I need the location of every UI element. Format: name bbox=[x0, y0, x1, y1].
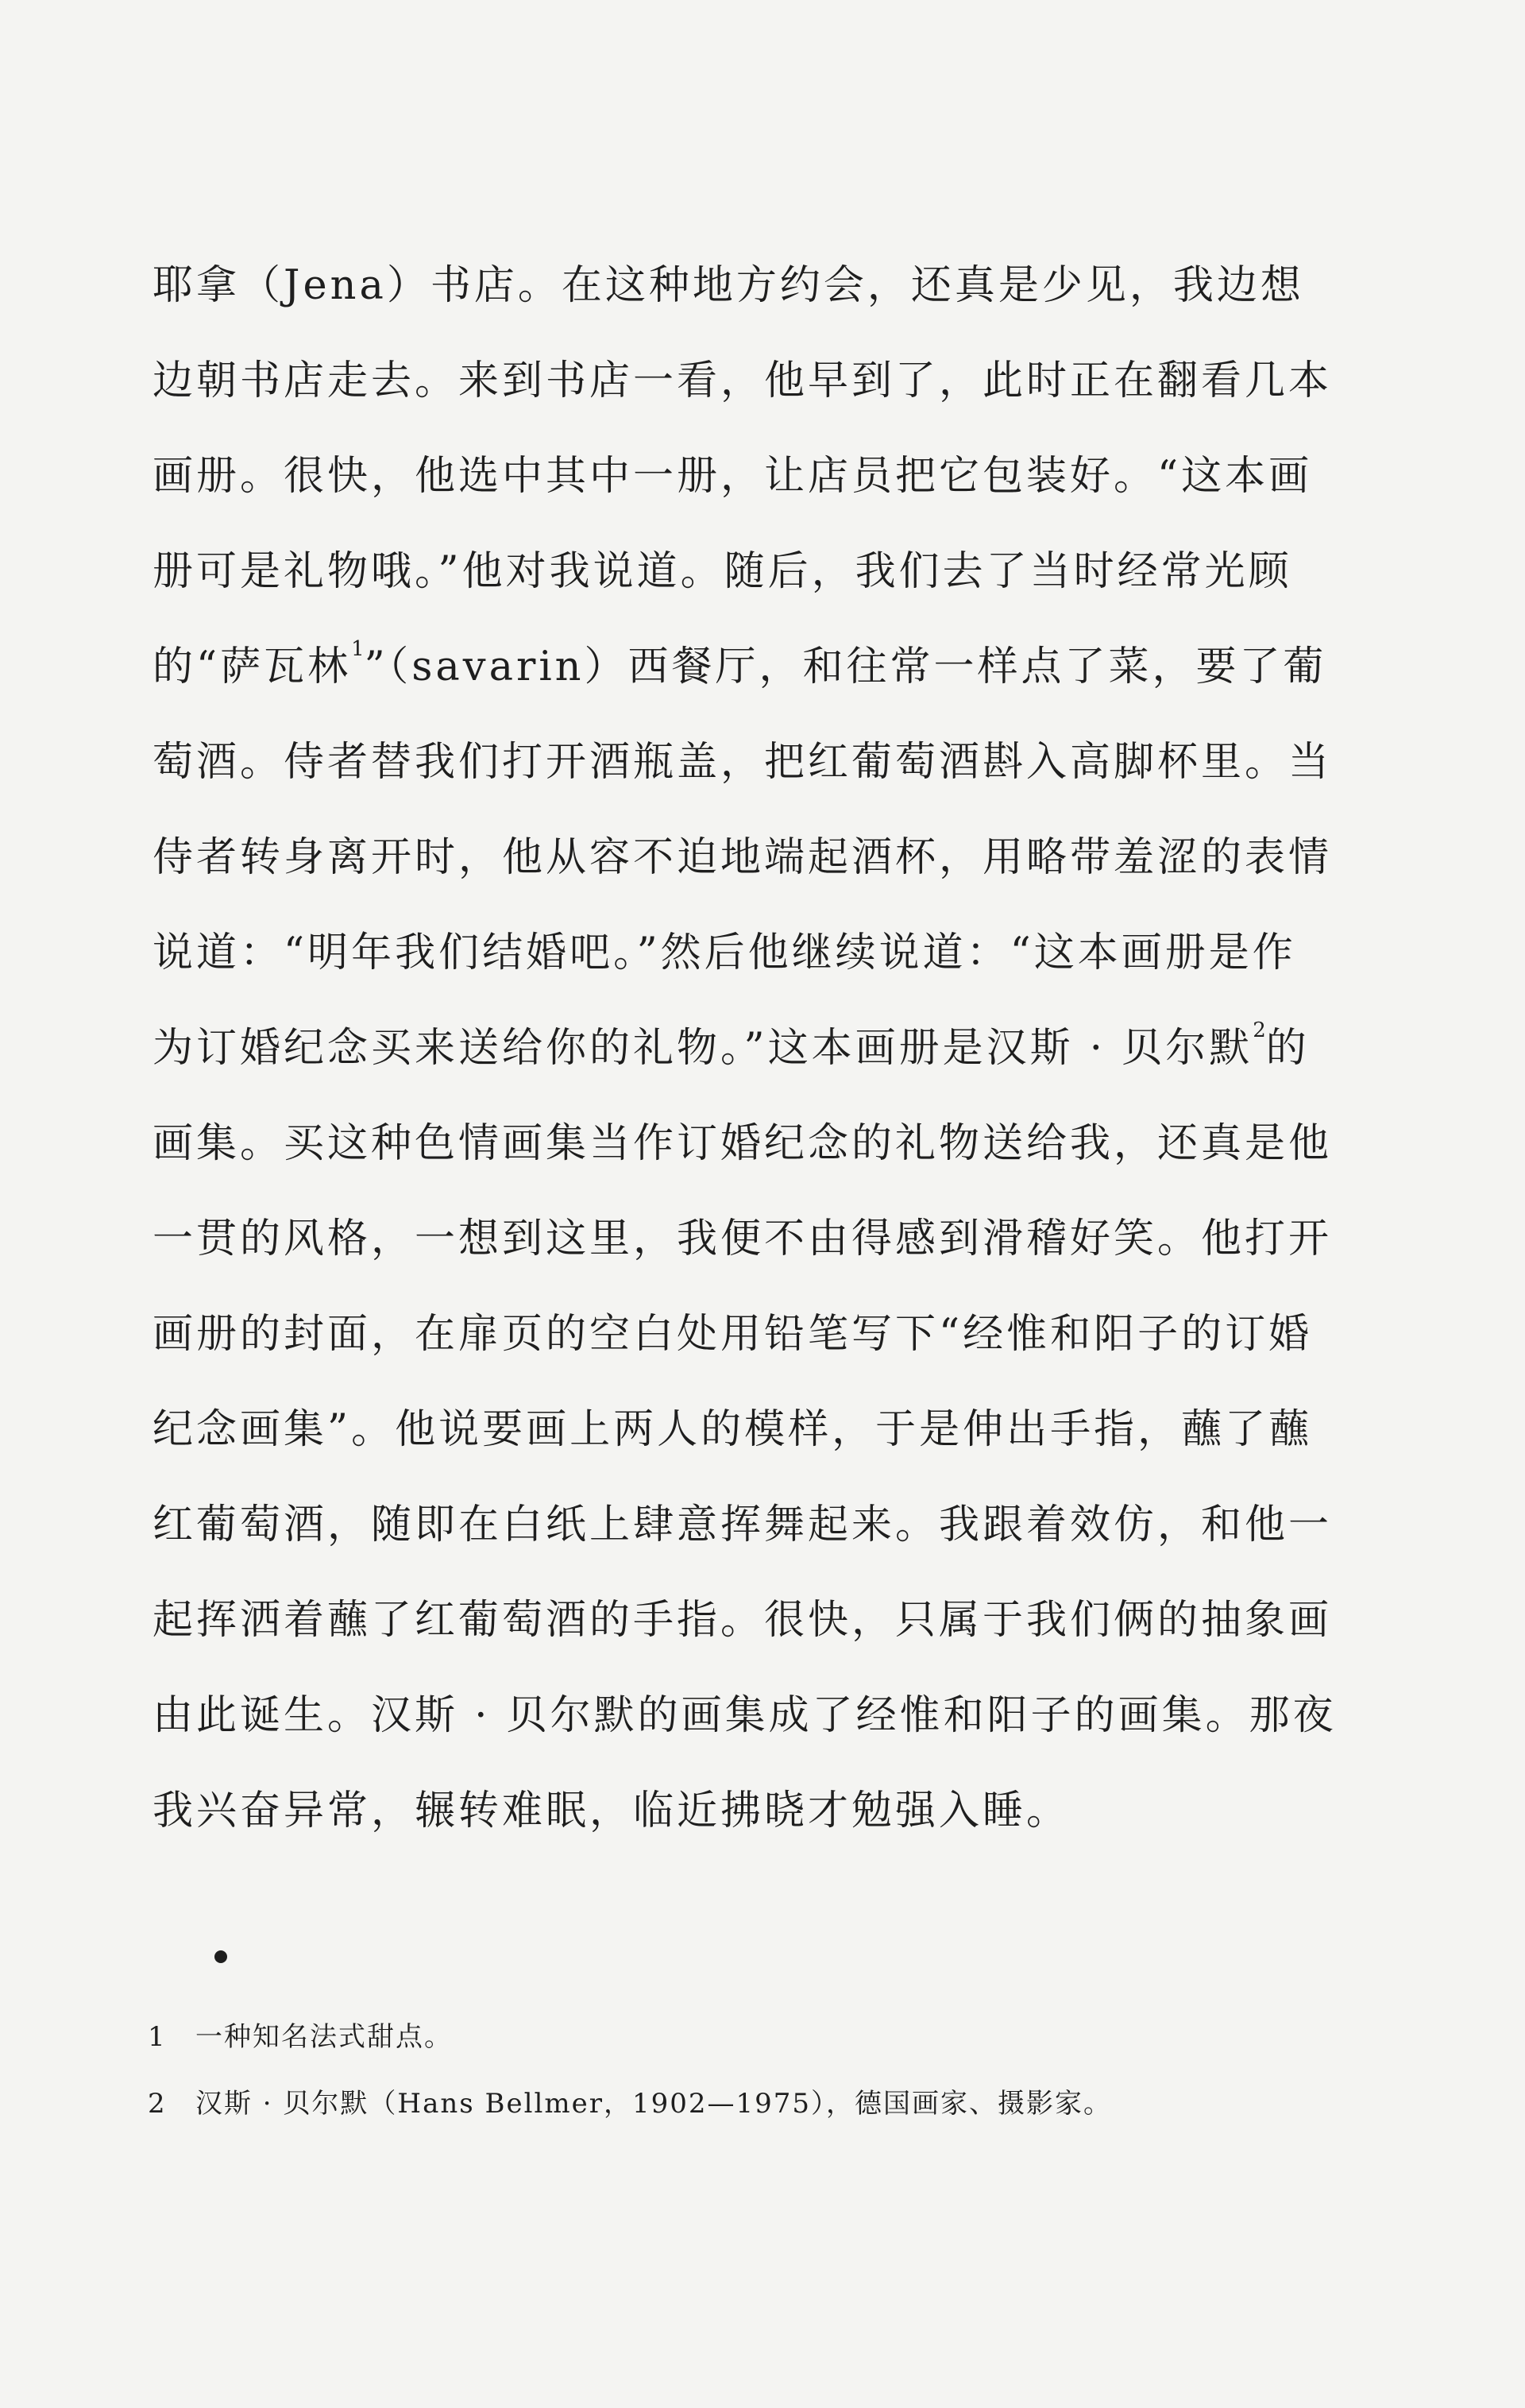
text-line: 我兴奋异常，辗转难眠，临近拂晓才勉强入睡。 bbox=[152, 1788, 1071, 1834]
footnote-text: 汉斯 · 贝尔默（Hans Bellmer，1902—1975），德国画家、摄影家。 bbox=[195, 2088, 1113, 2120]
footnote-number: 2 bbox=[148, 2088, 167, 2120]
text-line: 红葡萄酒，随即在白纸上肆意挥舞起来。我跟着效仿，和他一 bbox=[152, 1502, 1333, 1548]
footnotes bbox=[148, 2004, 1387, 2137]
text-line bbox=[152, 620, 1392, 715]
footnote-number: 1 bbox=[148, 2021, 167, 2053]
footnote-ref-2: 2 bbox=[1253, 1018, 1266, 1042]
text-line: 萄酒。侍者替我们打开酒瓶盖，把红葡萄酒斟入高脚杯里。当 bbox=[152, 739, 1333, 786]
text-line: 边朝书店走去。来到书店一看，他早到了，此时正在翻看几本 bbox=[152, 358, 1333, 404]
footnote-ref-1: 1 bbox=[351, 637, 365, 661]
footnote-1 bbox=[148, 2004, 1387, 2070]
text-line: 由此诞生。汉斯 · 贝尔默的画集成了经惟和阳子的画集。那夜 bbox=[152, 1692, 1337, 1739]
text-line bbox=[152, 1001, 1392, 1096]
text-segment: 的 bbox=[1265, 1025, 1310, 1072]
body-text bbox=[152, 238, 1392, 1859]
footnote-2 bbox=[148, 2070, 1387, 2137]
text-line: 侍者转身离开时，他从容不迫地端起酒杯，用略带羞涩的表情 bbox=[152, 834, 1333, 881]
text-line: 纪念画集”。他说要画上两人的模样，于是伸出手指，蘸了蘸 bbox=[152, 1406, 1313, 1453]
text-segment: ”（savarin）西餐厅，和往常一样点了菜，要了葡 bbox=[364, 644, 1327, 690]
footnote-separator-dot bbox=[214, 1950, 227, 1963]
text-line: 一贯的风格，一想到这里，我便不由得感到滑稽好笑。他打开 bbox=[152, 1216, 1333, 1262]
text-segment: 的“萨瓦林 bbox=[152, 644, 352, 690]
text-line: 说道：“明年我们结婚吧。”然后他继续说道：“这本画册是作 bbox=[152, 930, 1296, 976]
text-line: 画册的封面，在扉页的空白处用铅笔写下“经惟和阳子的订婚 bbox=[152, 1311, 1313, 1358]
text-line: 册可是礼物哦。”他对我说道。随后，我们去了当时经常光顾 bbox=[152, 548, 1292, 595]
text-segment: 为订婚纪念买来送给你的礼物。”这本画册是汉斯 · 贝尔默 bbox=[152, 1025, 1253, 1072]
text-line: 画集。买这种色情画集当作订婚纪念的礼物送给我，还真是他 bbox=[152, 1120, 1333, 1167]
footnote-text: 一种知名法式甜点。 bbox=[195, 2021, 453, 2053]
text-line: 耶拿（Jena）书店。在这种地方约会，还真是少见，我边想 bbox=[152, 262, 1304, 309]
text-line: 起挥洒着蘸了红葡萄酒的手指。很快，只属于我们俩的抽象画 bbox=[152, 1597, 1333, 1644]
text-line: 画册。很快，他选中其中一册，让店员把它包装好。“这本画 bbox=[152, 453, 1313, 500]
